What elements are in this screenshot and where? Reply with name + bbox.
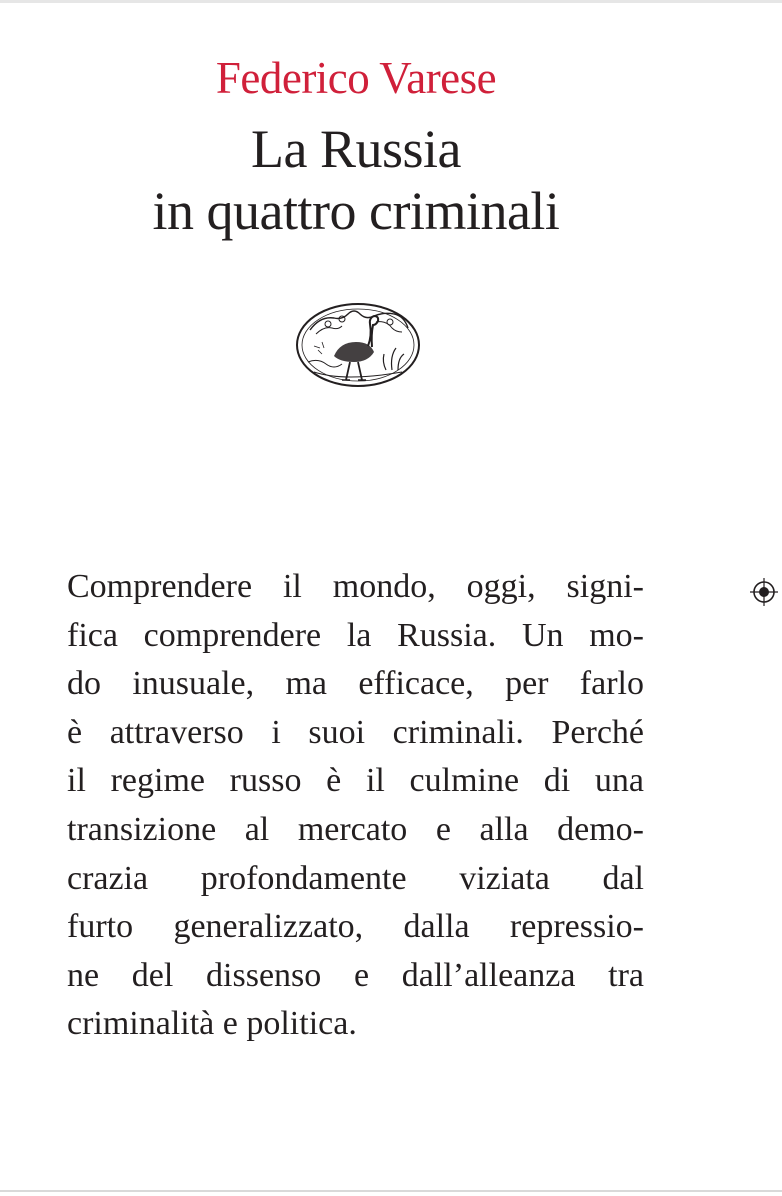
blurb-line: criminalità e politica.	[67, 1005, 357, 1043]
registration-mark-icon	[750, 578, 778, 606]
top-rule	[0, 0, 782, 3]
book-title	[0, 118, 712, 242]
blurb-line: transizione al mercato e alla demo-	[67, 810, 644, 848]
blurb-line: ne del dissenso e dall’alleanza tra	[67, 956, 644, 994]
blurb-line: crazia profondamente viziata dal	[67, 859, 644, 897]
blurb-line: il regime russo è il culmine di una	[67, 762, 644, 800]
ostrich-emblem-icon	[294, 300, 422, 390]
blurb-text	[67, 563, 644, 1049]
blurb-line: Comprendere il mondo, oggi, signi-	[67, 568, 644, 605]
blurb-line: do inusuale, ma efficace, per farlo	[67, 665, 644, 703]
blurb-line: furto generalizzato, dalla repressio-	[67, 908, 644, 946]
blurb-line: è attraverso i suoi criminali. Perché	[67, 713, 644, 751]
author-name: Federico Varese	[215, 53, 497, 103]
title-line-2: in quattro criminali	[152, 181, 560, 241]
blurb-line: fica comprendere la Russia. Un mo-	[67, 616, 644, 654]
title-line-1: La Russia	[251, 119, 461, 179]
bottom-rule	[0, 1190, 782, 1192]
